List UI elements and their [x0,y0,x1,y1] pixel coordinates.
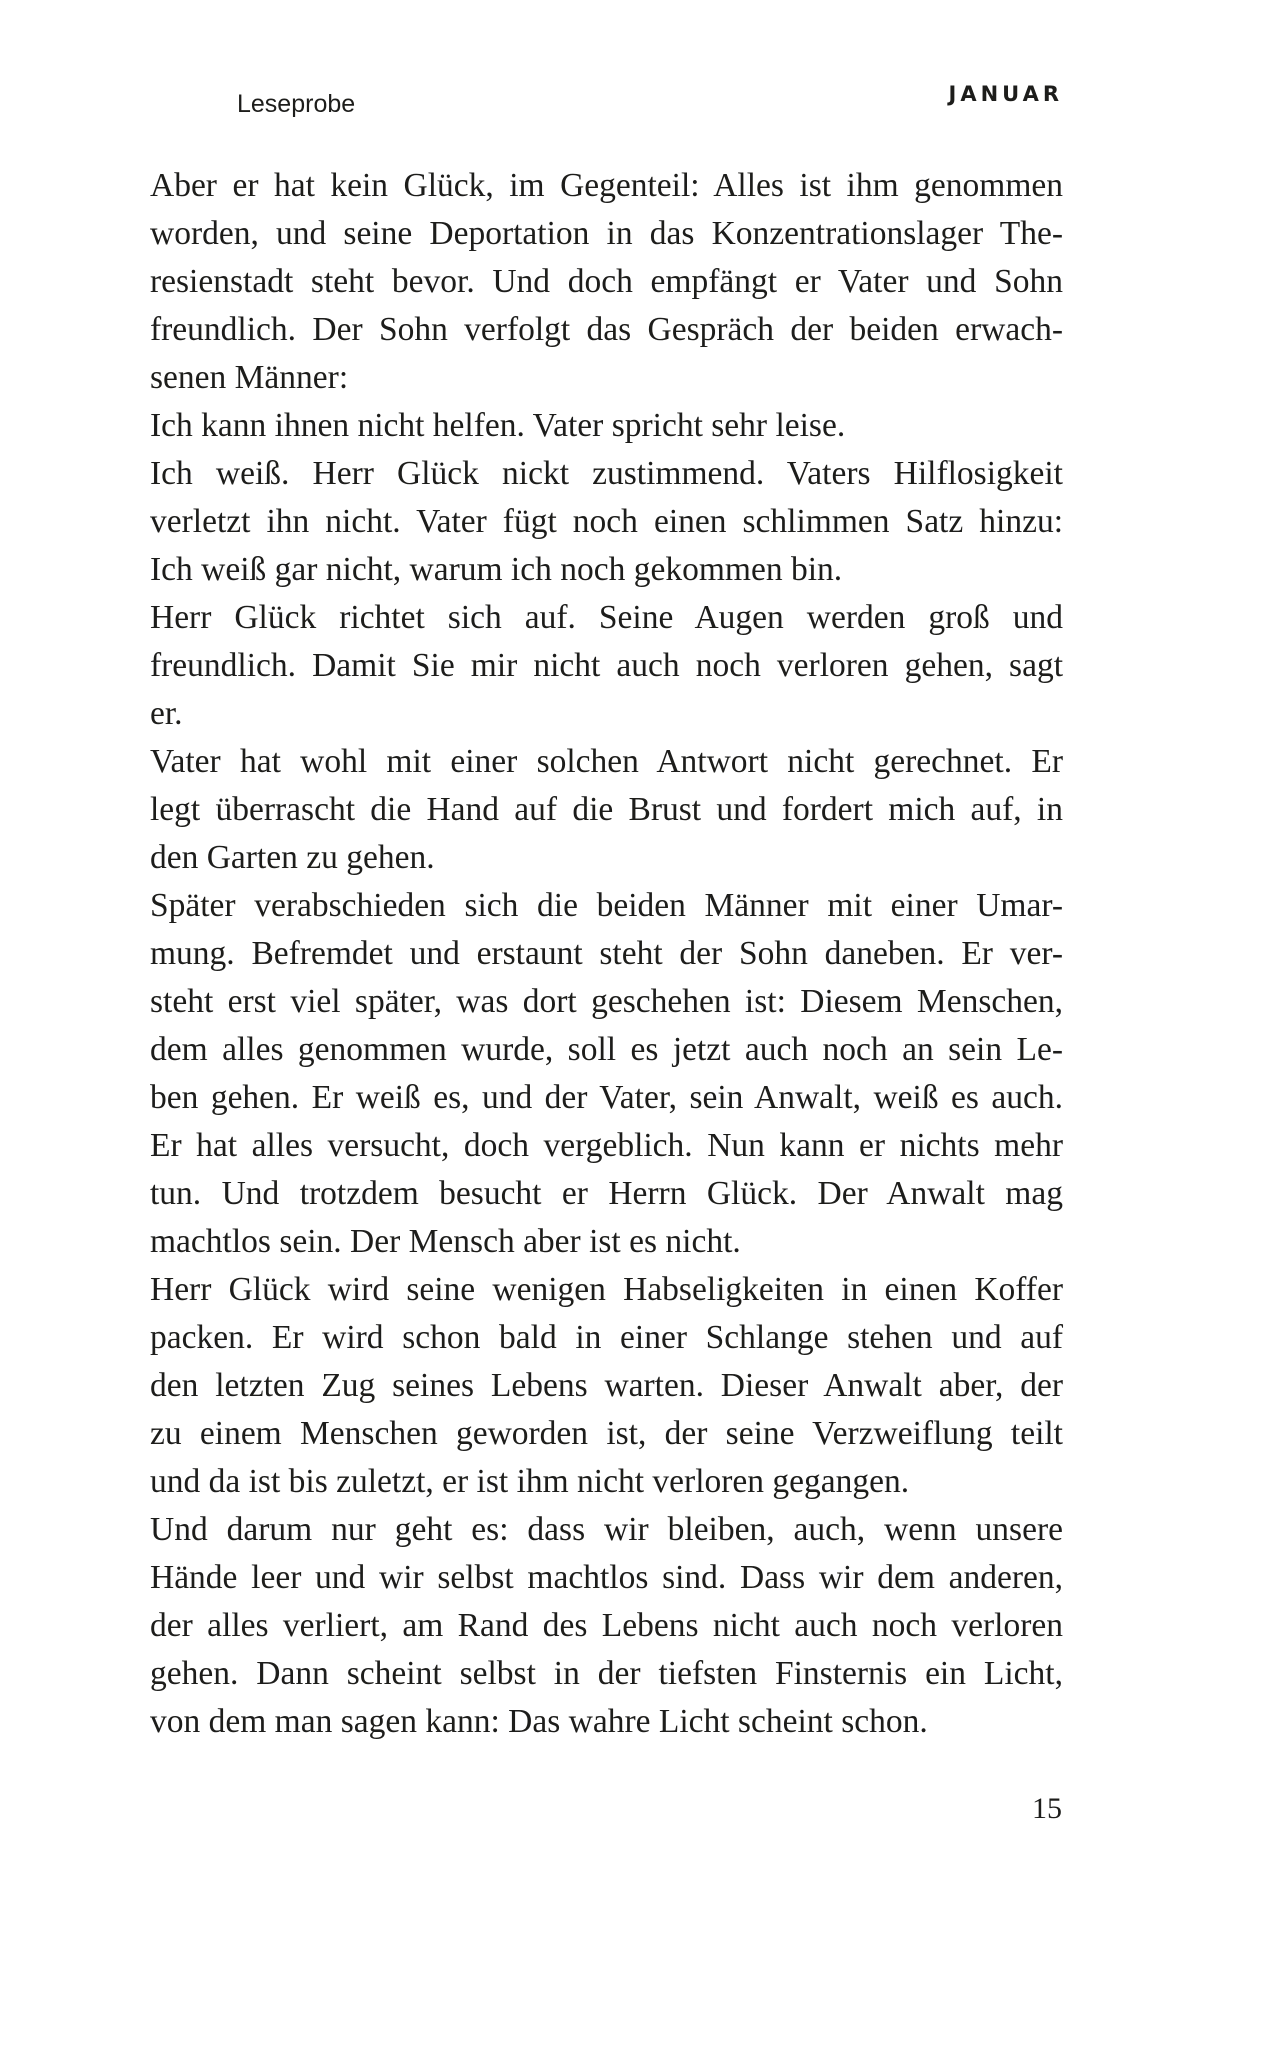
text-line: resienstadt steht bevor. Und doch empfängt er Vater und Sohn [150,263,1063,300]
text-line: den letzten Zug seines Lebens warten. Dieser Anwalt aber, der [150,1367,1063,1404]
text-line: von dem man sagen kann: Das wahre Licht scheint schon. [150,1703,928,1740]
text-line: Vater hat wohl mit einer solchen Antwort nicht gerechnet. Er [150,743,1063,780]
text-line: machtlos sein. Der Mensch aber ist es nicht. [150,1223,741,1260]
text-line: und da ist bis zuletzt, er ist ihm nicht verloren gegangen. [150,1463,910,1500]
text-line: tun. Und trotzdem besucht er Herrn Glück. Der Anwalt mag [150,1175,1063,1212]
text-line: Ich weiß. Herr Glück nickt zustimmend. Vaters Hilflosigkeit [150,455,1063,492]
text-line: den Garten zu gehen. [150,839,435,876]
text-line: Aber er hat kein Glück, im Gegenteil: Alles ist ihm genommen [150,167,1063,204]
text-line: Ich kann ihnen nicht helfen. Vater spricht sehr leise. [150,407,846,444]
text-line: freundlich. Damit Sie mir nicht auch noch verloren gehen, sagt [150,647,1063,684]
text-line: gehen. Dann scheint selbst in der tiefsten Finsternis ein Licht, [150,1655,1063,1692]
text-line: packen. Er wird schon bald in einer Schlange stehen und auf [150,1319,1063,1356]
text-line: Ich weiß gar nicht, warum ich noch gekommen bin. [150,551,843,588]
text-line: Und darum nur geht es: dass wir bleiben, auch, wenn unsere [150,1511,1063,1548]
text-line: worden, und seine Deportation in das Konzentrationslager The- [150,215,1063,252]
body-text [150,162,1063,1746]
text-line: Herr Glück richtet sich auf. Seine Augen werden groß und [150,599,1063,636]
running-head: JANUAR [948,82,1063,106]
text-line: steht erst viel später, was dort geschehen ist: Diesem Menschen, [150,983,1063,1020]
text-line: freundlich. Der Sohn verfolgt das Gespräch der beiden erwach- [150,311,1063,348]
text-line: der alles verliert, am Rand des Lebens nicht auch noch verloren [150,1607,1063,1644]
text-line: Hände leer und wir selbst machtlos sind. Dass wir dem anderen, [150,1559,1063,1596]
text-line: Später verabschieden sich die beiden Männer mit einer Umar- [150,887,1063,924]
text-line: dem alles genommen wurde, soll es jetzt auch noch an sein Le- [150,1031,1063,1068]
text-line: ben gehen. Er weiß es, und der Vater, sein Anwalt, weiß es auch. [150,1079,1063,1116]
text-line: Er hat alles versucht, doch vergeblich. Nun kann er nichts mehr [150,1127,1063,1164]
page-number: 15 [1032,1792,1062,1825]
text-line: senen Männer: [150,359,349,396]
text-line: mung. Befremdet und erstaunt steht der Sohn daneben. Er ver- [150,935,1063,972]
text-line: verletzt ihn nicht. Vater fügt noch einen schlimmen Satz hinzu: [150,503,1063,540]
text-line: er. [150,695,183,732]
text-line: legt überrascht die Hand auf die Brust und fordert mich auf, in [150,791,1063,828]
excerpt-label: Leseprobe [237,90,356,118]
text-line: zu einem Menschen geworden ist, der seine Verzweiflung teilt [150,1415,1063,1452]
text-line: Herr Glück wird seine wenigen Habseligkeiten in einen Koffer [150,1271,1063,1308]
